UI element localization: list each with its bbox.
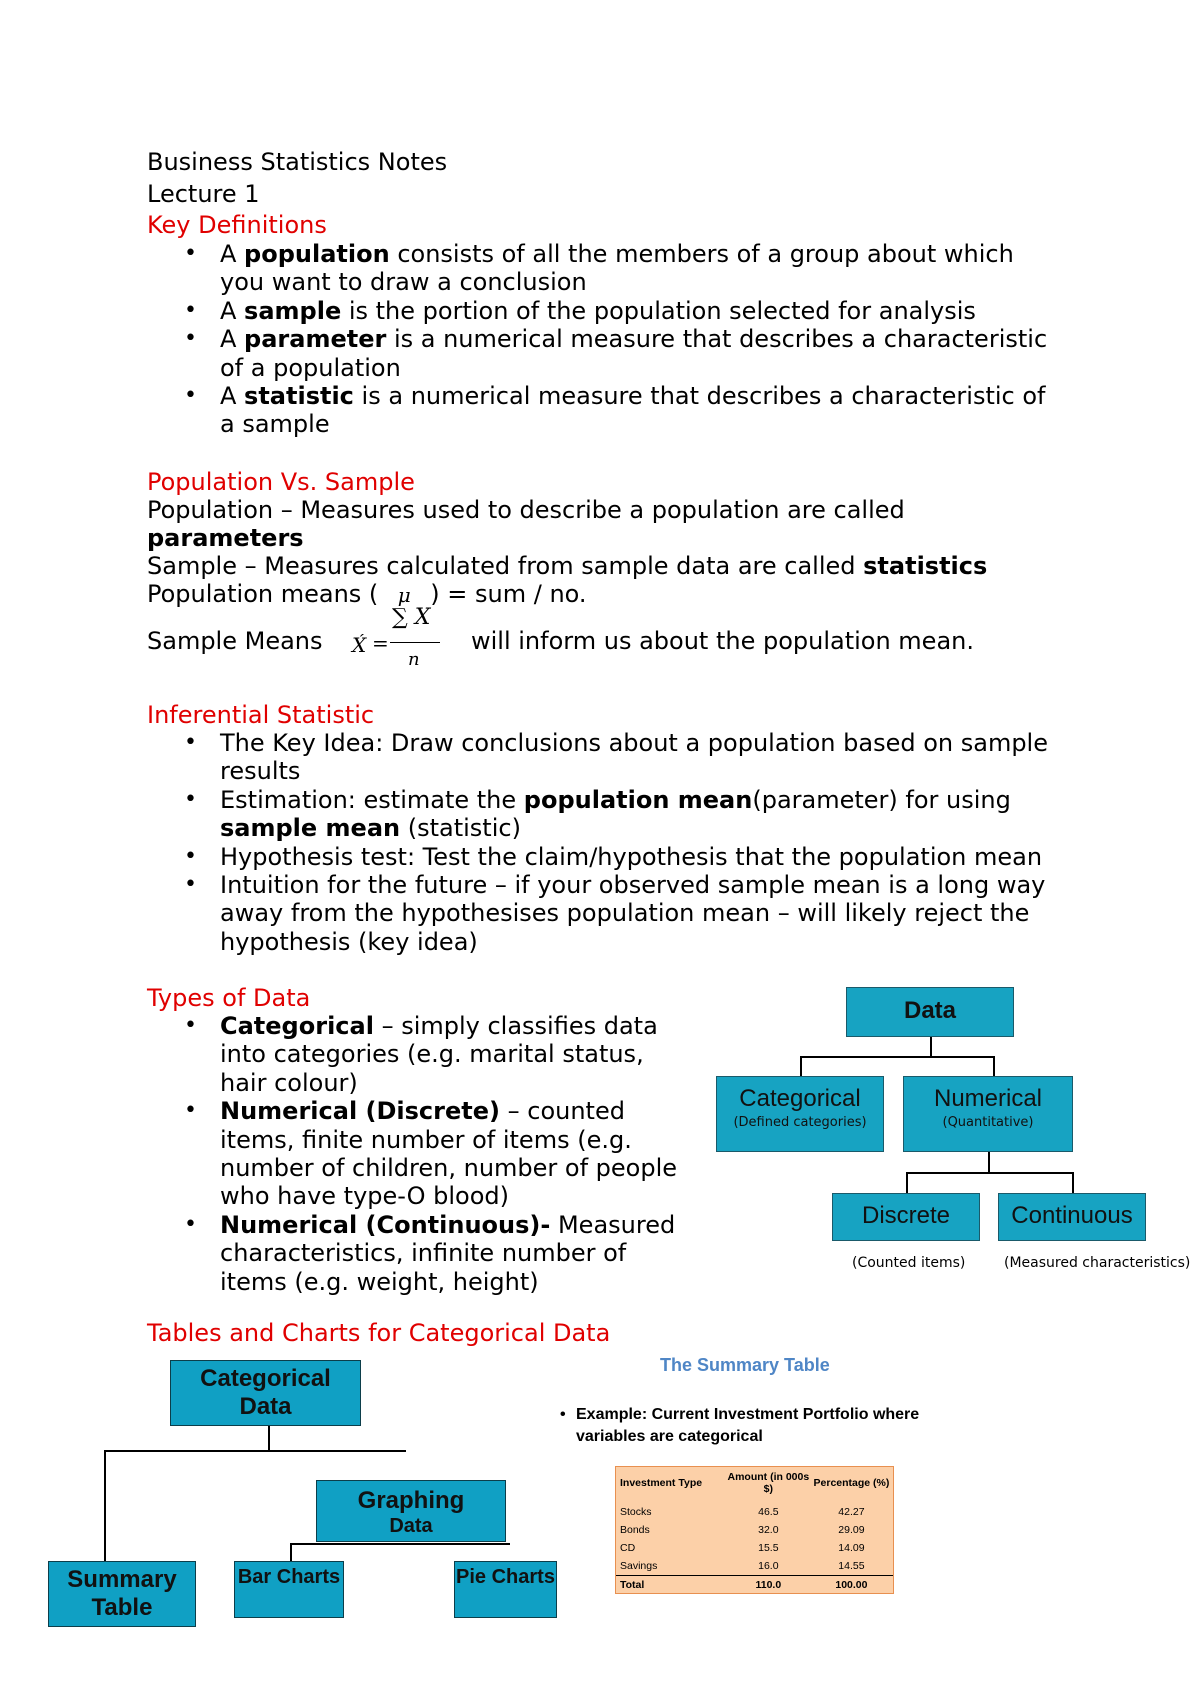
sample-mean-formula (350, 605, 450, 675)
connector (906, 1172, 908, 1194)
list-item: • A parameter is a numerical measure that describes a characteristic of a population (180, 325, 1047, 382)
connector (268, 1426, 270, 1451)
list-item: • Categorical – simply classifies data into categories (e.g. marital status, hair colour) (180, 1012, 677, 1097)
list-item: • Numerical (Continuous)- Measured characteristics, infinite number of items (e.g. weight, height) (180, 1211, 677, 1296)
connector (104, 1450, 106, 1561)
discrete-box: Discrete (832, 1193, 980, 1241)
list-item: • A sample is the portion of the population selected for analysis (180, 297, 1047, 325)
categorical-data-box: Categorical Data (170, 1360, 361, 1426)
header-investment-type: Investment Type (620, 1477, 703, 1489)
table-row: Bonds 32.0 29.09 (620, 1524, 865, 1536)
sample-means-post: will inform us about the population mean. (471, 627, 974, 655)
n-denominator: n (408, 649, 420, 670)
summary-slide-bullet: • Example: Current Investment Portfolio where variables are categorical (560, 1406, 920, 1445)
summary-table-box: Summary Table (48, 1561, 196, 1627)
categorical-label: Categorical (739, 1085, 861, 1112)
graphing-sub: Data (389, 1515, 433, 1537)
types-of-data-heading: Types of Data (147, 984, 311, 1012)
connector (290, 1543, 510, 1545)
list-item: • Estimation: estimate the population mean(parameter) for using sample mean (statistic) (180, 786, 1048, 843)
categorical-sub: (Defined categories) (733, 1115, 867, 1130)
categorical-box (716, 1076, 884, 1152)
summary-slide-title: The Summary Table (660, 1355, 830, 1375)
inferential-list (180, 729, 1048, 956)
header-percentage: Percentage (%) (813, 1477, 890, 1489)
tables-charts-heading: Tables and Charts for Categorical Data (147, 1319, 611, 1347)
fraction-bar (390, 642, 440, 643)
document-title: Business Statistics Notes (147, 148, 448, 176)
list-item: • Intuition for the future – if your observed sample mean is a long way away from the hypothesises population mean – will likely reject the hypothesis (key idea) (180, 871, 1048, 956)
measured-characteristics-note: (Measured characteristics) (1004, 1255, 1191, 1271)
graphing-label: Graphing (357, 1487, 465, 1514)
connector (290, 1543, 292, 1561)
counted-items-note: (Counted items) (852, 1255, 966, 1271)
key-definitions-heading: Key Definitions (147, 211, 327, 239)
population-means-line: Population means ( μ ) = sum / no. (147, 580, 587, 608)
header-amount: Amount (in 000s $) (727, 1471, 810, 1495)
numerical-box (903, 1076, 1073, 1152)
parameters-word: parameters (147, 524, 304, 552)
connector (906, 1172, 1074, 1174)
lecture-label: Lecture 1 (147, 180, 260, 208)
table-row: Stocks 46.5 42.27 (620, 1506, 865, 1518)
mu-symbol: μ (397, 583, 411, 607)
connector (930, 1037, 932, 1057)
connector (800, 1056, 802, 1078)
summary-table (615, 1466, 894, 1594)
inferential-heading: Inferential Statistic (147, 701, 375, 729)
bullet-dot: • (560, 1406, 566, 1423)
connector (988, 1152, 990, 1173)
connector (104, 1450, 406, 1452)
continuous-box: Continuous (998, 1193, 1146, 1241)
pie-charts-box: Pie Charts (454, 1561, 557, 1618)
connector (1072, 1172, 1074, 1194)
data-box: Data (846, 987, 1014, 1037)
x-bar-symbol: X́ (352, 633, 367, 657)
graphing-box (316, 1480, 506, 1542)
list-item: • Numerical (Discrete) – counted items, finite number of items (e.g. number of children, number of people who have type-O blood) (180, 1097, 677, 1211)
sample-means-label: Sample Means (147, 627, 323, 655)
types-of-data-list (180, 1012, 677, 1296)
numerical-sub: (Quantitative) (942, 1115, 1034, 1130)
numerical-label: Numerical (933, 1085, 1043, 1112)
key-definitions-list (180, 240, 1047, 439)
population-vs-sample-heading: Population Vs. Sample (147, 468, 415, 496)
sum-x-numerator: ∑ X (392, 605, 431, 630)
connector (993, 1056, 995, 1078)
population-line: Population – Measures used to describe a population are called (147, 496, 905, 524)
list-item: • A population consists of all the members of a group about which you want to draw a conclusion (180, 240, 1047, 297)
sample-line: Sample – Measures calculated from sample data are called statistics (147, 552, 988, 580)
table-row: Savings 16.0 14.55 (620, 1560, 865, 1572)
connector (800, 1056, 995, 1058)
list-item: • Hypothesis test: Test the claim/hypothesis that the population mean (180, 843, 1048, 871)
table-row: CD 15.5 14.09 (620, 1542, 865, 1554)
bar-charts-box: Bar Charts (234, 1561, 344, 1618)
equals-sign: = (372, 631, 389, 655)
list-item: • The Key Idea: Draw conclusions about a population based on sample results (180, 729, 1048, 786)
table-total-row: Total 110.0 100.00 (616, 1576, 893, 1595)
list-item: • A statistic is a numerical measure that describes a characteristic of a sample (180, 382, 1047, 439)
